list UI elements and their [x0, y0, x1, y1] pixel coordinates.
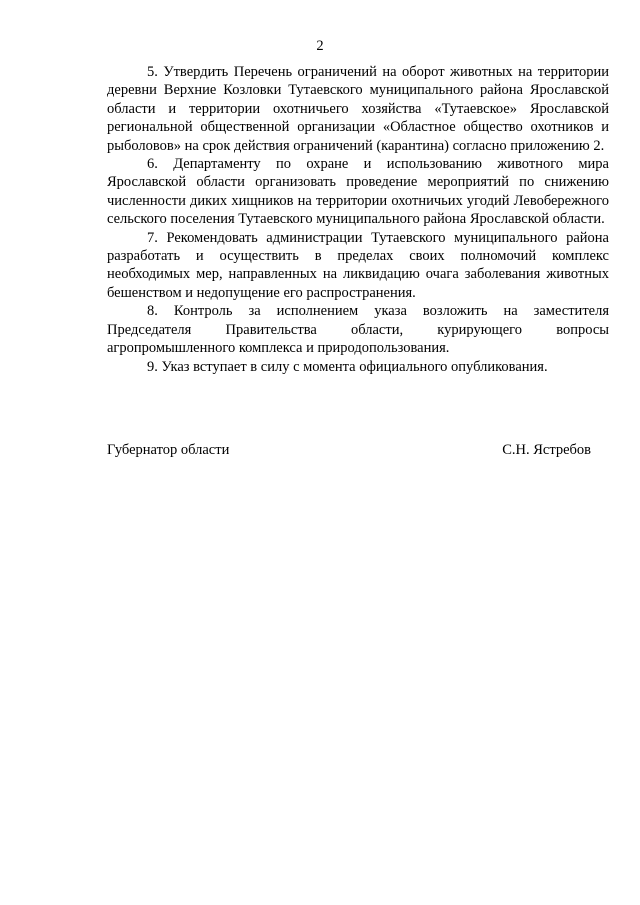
- paragraph-8: 8. Контроль за исполнением указа возложить на заместителя Председателя Правительства области, курирующего вопросы агропромышленного комплекса и природопользования.: [107, 303, 609, 357]
- signature-block: [107, 441, 591, 459]
- document-body: [107, 63, 609, 376]
- paragraph-6: 6. Департаменту по охране и использованию животного мира Ярославской области организовать проведение мероприятий по снижению численности диких хищников на территории охотничьих угодий Левобережного сельского поселения Тутаевского муниципального района Ярославской области.: [107, 156, 609, 228]
- paragraph-9: 9. Указ вступает в силу с момента официального опубликования.: [147, 358, 548, 375]
- paragraph-7: 7. Рекомендовать администрации Тутаевского муниципального района разработать и осуществить в пределах своих полномочий комплекс необходимых мер, направленных на ликвидацию очага заболевания животных бешенством и недопущение его распространения.: [107, 229, 609, 301]
- page-number: 2: [316, 38, 324, 54]
- signatory-position: Губернатор области: [107, 442, 230, 458]
- signatory-name: С.Н. Ястребов: [502, 442, 591, 458]
- paragraph-5: 5. Утвердить Перечень ограничений на оборот животных на территории деревни Верхние Козловки Тутаевского муниципального района Ярославской области и территории охотничьего хозяйства «Тутаевское» Ярославской региональной общественной организации «Областное общество охотников и рыболовов» на срок действия ограничений (карантина) согласно приложению 2.: [107, 64, 609, 154]
